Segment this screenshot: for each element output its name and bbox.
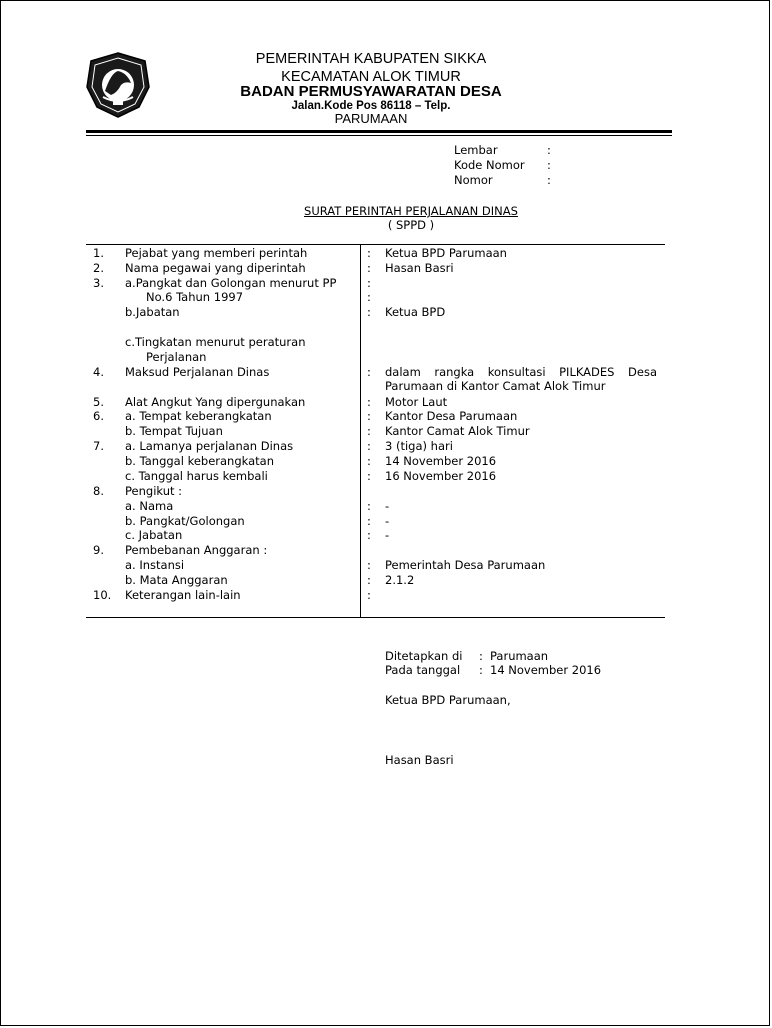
table-column-divider bbox=[360, 244, 361, 618]
row-colon: : bbox=[367, 469, 371, 483]
row-label: a. Nama bbox=[125, 499, 174, 513]
row-value: - bbox=[385, 528, 390, 542]
row-label: a. Instansi bbox=[125, 558, 185, 572]
row-value: 2.1.2 bbox=[385, 573, 415, 587]
row-value: Ketua BPD bbox=[385, 305, 446, 319]
row-label: Nama pegawai yang diperintah bbox=[125, 261, 306, 275]
letterhead-village: PARUMAAN bbox=[334, 111, 408, 126]
document-subtitle: ( SPPD ) bbox=[387, 218, 435, 232]
row-colon: : bbox=[367, 573, 371, 587]
row-value: Ketua BPD Parumaan bbox=[385, 246, 507, 260]
row-label: Perjalanan bbox=[146, 350, 207, 364]
row-label: Alat Angkut Yang dipergunakan bbox=[125, 395, 306, 409]
meta-lembar-colon: : bbox=[547, 143, 551, 157]
meta-kode-label: Kode Nomor bbox=[454, 158, 525, 172]
row-colon: : bbox=[367, 276, 371, 290]
meta-nomor-label: Nomor bbox=[454, 173, 493, 187]
row-number: 7. bbox=[93, 439, 104, 453]
row-label: a. Tempat keberangkatan bbox=[125, 409, 272, 423]
letterhead-line2: KECAMATAN ALOK TIMUR bbox=[281, 69, 461, 85]
row-label: c. Jabatan bbox=[125, 528, 183, 542]
row-value: Motor Laut bbox=[385, 395, 448, 409]
row-label: b. Mata Anggaran bbox=[125, 573, 228, 587]
row-label: b.Jabatan bbox=[125, 305, 180, 319]
row-value: 14 November 2016 bbox=[385, 454, 497, 468]
row-number: 8. bbox=[93, 484, 104, 498]
row-label: Pengikut : bbox=[125, 484, 183, 498]
row-colon: : bbox=[367, 261, 371, 275]
row-number: 2. bbox=[93, 261, 104, 275]
row-value: 16 November 2016 bbox=[385, 469, 497, 483]
letterhead-line3: BADAN PERMUSYAWARATAN DESA bbox=[240, 83, 502, 100]
row-label: Maksud Perjalanan Dinas bbox=[125, 365, 270, 379]
footer-date-label: Pada tanggal bbox=[385, 663, 461, 677]
row-colon: : bbox=[367, 305, 371, 319]
row-colon: : bbox=[367, 395, 371, 409]
letterhead-address: Jalan.Kode Pos 86118 – Telp. bbox=[291, 100, 451, 112]
row-number: 4. bbox=[93, 365, 104, 379]
footer-place-value: Parumaan bbox=[490, 649, 549, 663]
row-number: 5. bbox=[93, 395, 104, 409]
row-label: b. Tempat Tujuan bbox=[125, 424, 223, 438]
row-colon: : bbox=[367, 424, 371, 438]
row-label: c.Tingkatan menurut peraturan bbox=[125, 335, 306, 349]
row-label: Keterangan lain-lain bbox=[125, 588, 241, 602]
letterhead-line1: PEMERINTAH KABUPATEN SIKKA bbox=[255, 51, 487, 67]
letterhead-rule-thick bbox=[86, 130, 672, 133]
row-value: Kantor Desa Parumaan bbox=[385, 409, 518, 423]
table-bottom-rule bbox=[86, 617, 665, 618]
row-value: 3 (tiga) hari bbox=[385, 439, 453, 453]
row-label: a. Lamanya perjalanan Dinas bbox=[125, 439, 294, 453]
row-label: Pembebanan Anggaran : bbox=[125, 543, 268, 557]
row-colon: : bbox=[367, 499, 371, 513]
footer-date-value: 14 November 2016 bbox=[490, 663, 602, 677]
meta-nomor-colon: : bbox=[547, 173, 551, 187]
row-number: 6. bbox=[93, 409, 104, 423]
regency-emblem-icon bbox=[83, 51, 153, 119]
row-label: Pejabat yang memberi perintah bbox=[125, 246, 308, 260]
row-colon: : bbox=[367, 246, 371, 260]
row-value: Pemerintah Desa Parumaan bbox=[385, 558, 546, 572]
row-value: Hasan Basri bbox=[385, 261, 454, 275]
meta-lembar-label: Lembar bbox=[454, 143, 498, 157]
row-colon: : bbox=[367, 454, 371, 468]
footer-place-label: Ditetapkan di bbox=[385, 649, 463, 663]
row-colon: : bbox=[367, 439, 371, 453]
row-value: dalam rangka konsultasi PILKADES Desa bbox=[385, 365, 657, 379]
row-value: - bbox=[385, 514, 390, 528]
row-number: 10. bbox=[93, 588, 112, 602]
row-value: - bbox=[385, 499, 390, 513]
row-colon: : bbox=[367, 409, 371, 423]
row-colon: : bbox=[367, 588, 371, 602]
row-colon: : bbox=[367, 290, 371, 304]
row-colon: : bbox=[367, 365, 371, 379]
row-colon: : bbox=[367, 558, 371, 572]
footer-date-colon: : bbox=[479, 663, 483, 677]
row-label: c. Tanggal harus kembali bbox=[125, 469, 268, 483]
row-number: 1. bbox=[93, 246, 104, 260]
row-label: b. Pangkat/Golongan bbox=[125, 514, 245, 528]
row-label: a.Pangkat dan Golongan menurut PP bbox=[125, 276, 337, 290]
letterhead-rule-thin bbox=[86, 135, 672, 136]
row-value: Kantor Camat Alok Timur bbox=[385, 424, 530, 438]
footer-place-colon: : bbox=[479, 649, 483, 663]
row-colon: : bbox=[367, 514, 371, 528]
table-top-rule bbox=[86, 244, 665, 245]
row-label: No.6 Tahun 1997 bbox=[146, 290, 244, 304]
row-number: 9. bbox=[93, 543, 104, 557]
row-value: Parumaan di Kantor Camat Alok Timur bbox=[385, 379, 606, 393]
document-title: SURAT PERINTAH PERJALANAN DINAS bbox=[304, 204, 518, 218]
meta-kode-colon: : bbox=[547, 158, 551, 172]
row-number: 3. bbox=[93, 276, 104, 290]
footer-position: Ketua BPD Parumaan, bbox=[385, 693, 511, 707]
footer-signer-name: Hasan Basri bbox=[385, 753, 454, 767]
row-colon: : bbox=[367, 528, 371, 542]
row-label: b. Tanggal keberangkatan bbox=[125, 454, 274, 468]
